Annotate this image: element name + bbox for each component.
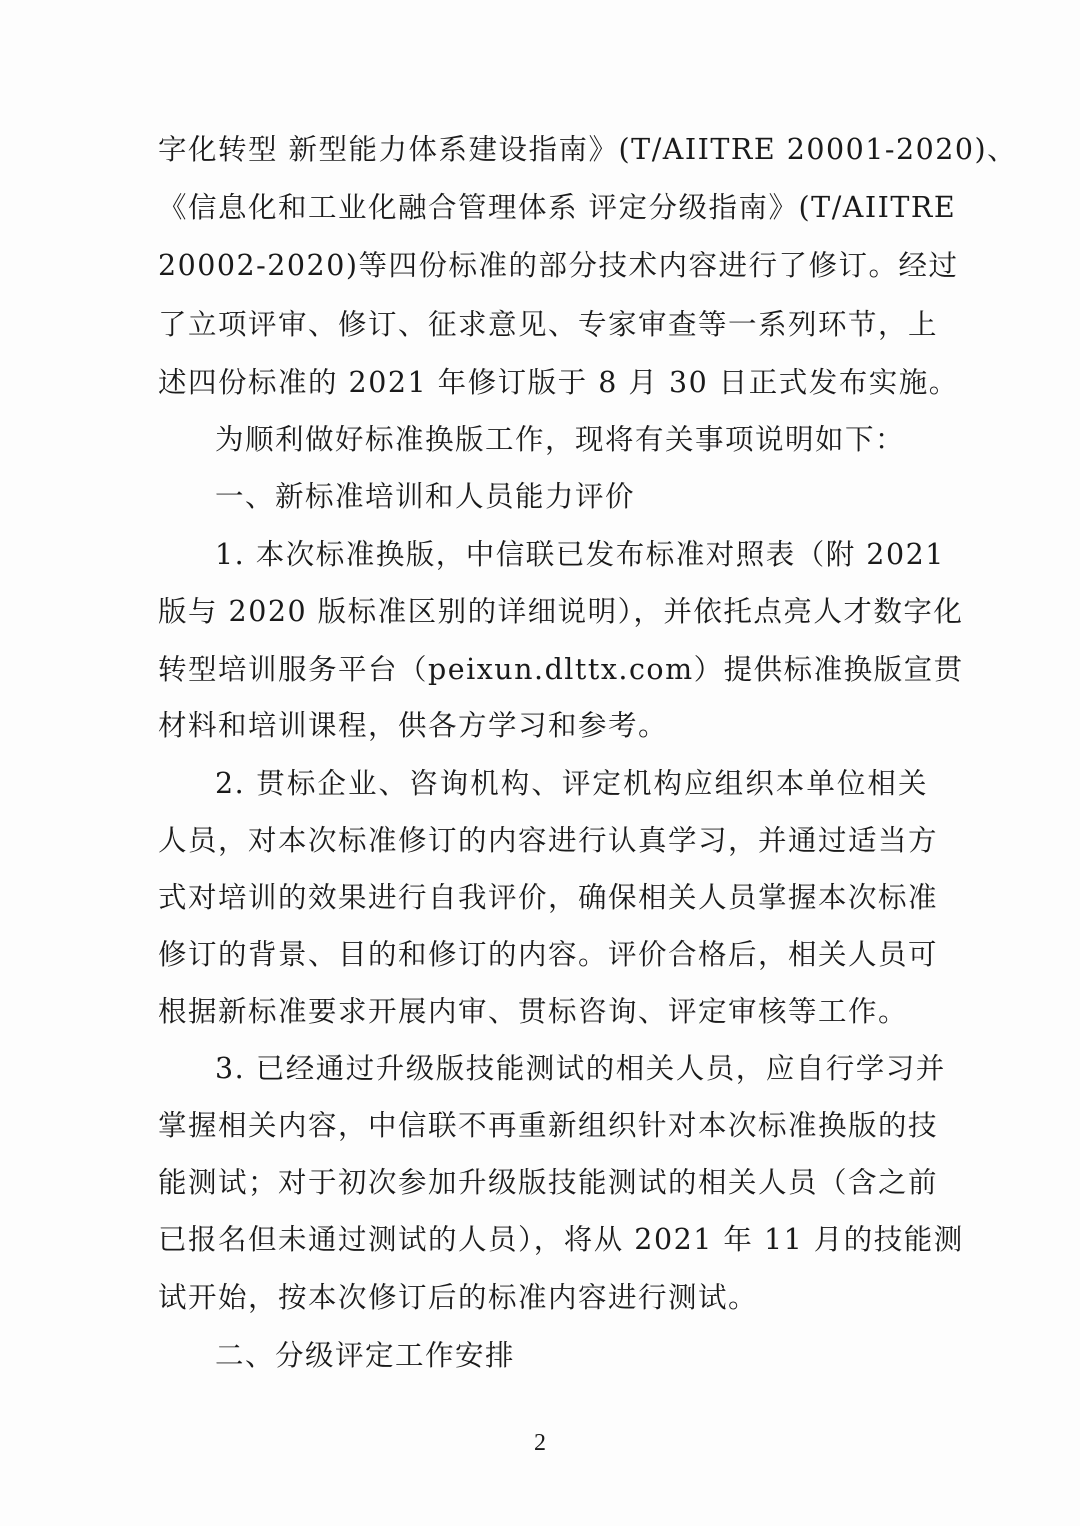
page-number: 2 <box>534 1430 546 1456</box>
body-text-line: 已报名但未通过测试的人员），将从 2021 年 11 月的技能测 <box>158 1223 964 1256</box>
section-heading: 一、新标准培训和人员能力评价 <box>215 480 636 513</box>
body-text-line: 式对培训的效果进行自我评价，确保相关人员掌握本次标准 <box>158 881 939 914</box>
body-text-line: 修订的背景、目的和修订的内容。评价合格后，相关人员可 <box>158 938 939 971</box>
body-text-line: 人员，对本次标准修订的内容进行认真学习，并通过适当方 <box>158 824 939 857</box>
body-text-line: 1. 本次标准换版，中信联已发布标准对照表（附 2021 <box>215 538 945 571</box>
body-text-line: 述四份标准的 2021 年修订版于 8 月 30 日正式发布实施。 <box>158 366 959 399</box>
body-text-line: 20002-2020)等四份标准的部分技术内容进行了修订。经过 <box>158 249 959 282</box>
body-text-line: 版与 2020 版标准区别的详细说明），并依托点亮人才数字化 <box>158 595 964 628</box>
body-text-line: 字化转型 新型能力体系建设指南》(T/AIITRE 20001-2020)、 <box>158 133 1018 166</box>
body-text-line: 了立项评审、修订、征求意见、专家审查等一系列环节，上 <box>158 308 939 341</box>
body-text-line: 材料和培训课程，供各方学习和参考。 <box>158 709 669 742</box>
body-text-line: 掌握相关内容，中信联不再重新组织针对本次标准换版的技 <box>158 1109 939 1142</box>
body-text-line: 为顺利做好标准换版工作，现将有关事项说明如下： <box>215 423 906 456</box>
body-text-line: 能测试；对于初次参加升级版技能测试的相关人员（含之前 <box>158 1166 939 1199</box>
body-text-line: 《信息化和工业化融合管理体系 评定分级指南》(T/AIITRE <box>158 191 957 224</box>
body-text-line: 试开始，按本次修订后的标准内容进行测试。 <box>158 1281 759 1314</box>
body-text-line: 3. 已经通过升级版技能测试的相关人员，应自行学习并 <box>215 1052 946 1085</box>
body-text-line: 根据新标准要求开展内审、贯标咨询、评定审核等工作。 <box>158 995 909 1028</box>
body-text-line: 2. 贯标企业、咨询机构、评定机构应组织本单位相关 <box>215 767 928 800</box>
section-heading: 二、分级评定工作安排 <box>215 1339 516 1372</box>
body-text-line: 转型培训服务平台（peixun.dlttx.com）提供标准换版宣贯 <box>158 653 964 686</box>
